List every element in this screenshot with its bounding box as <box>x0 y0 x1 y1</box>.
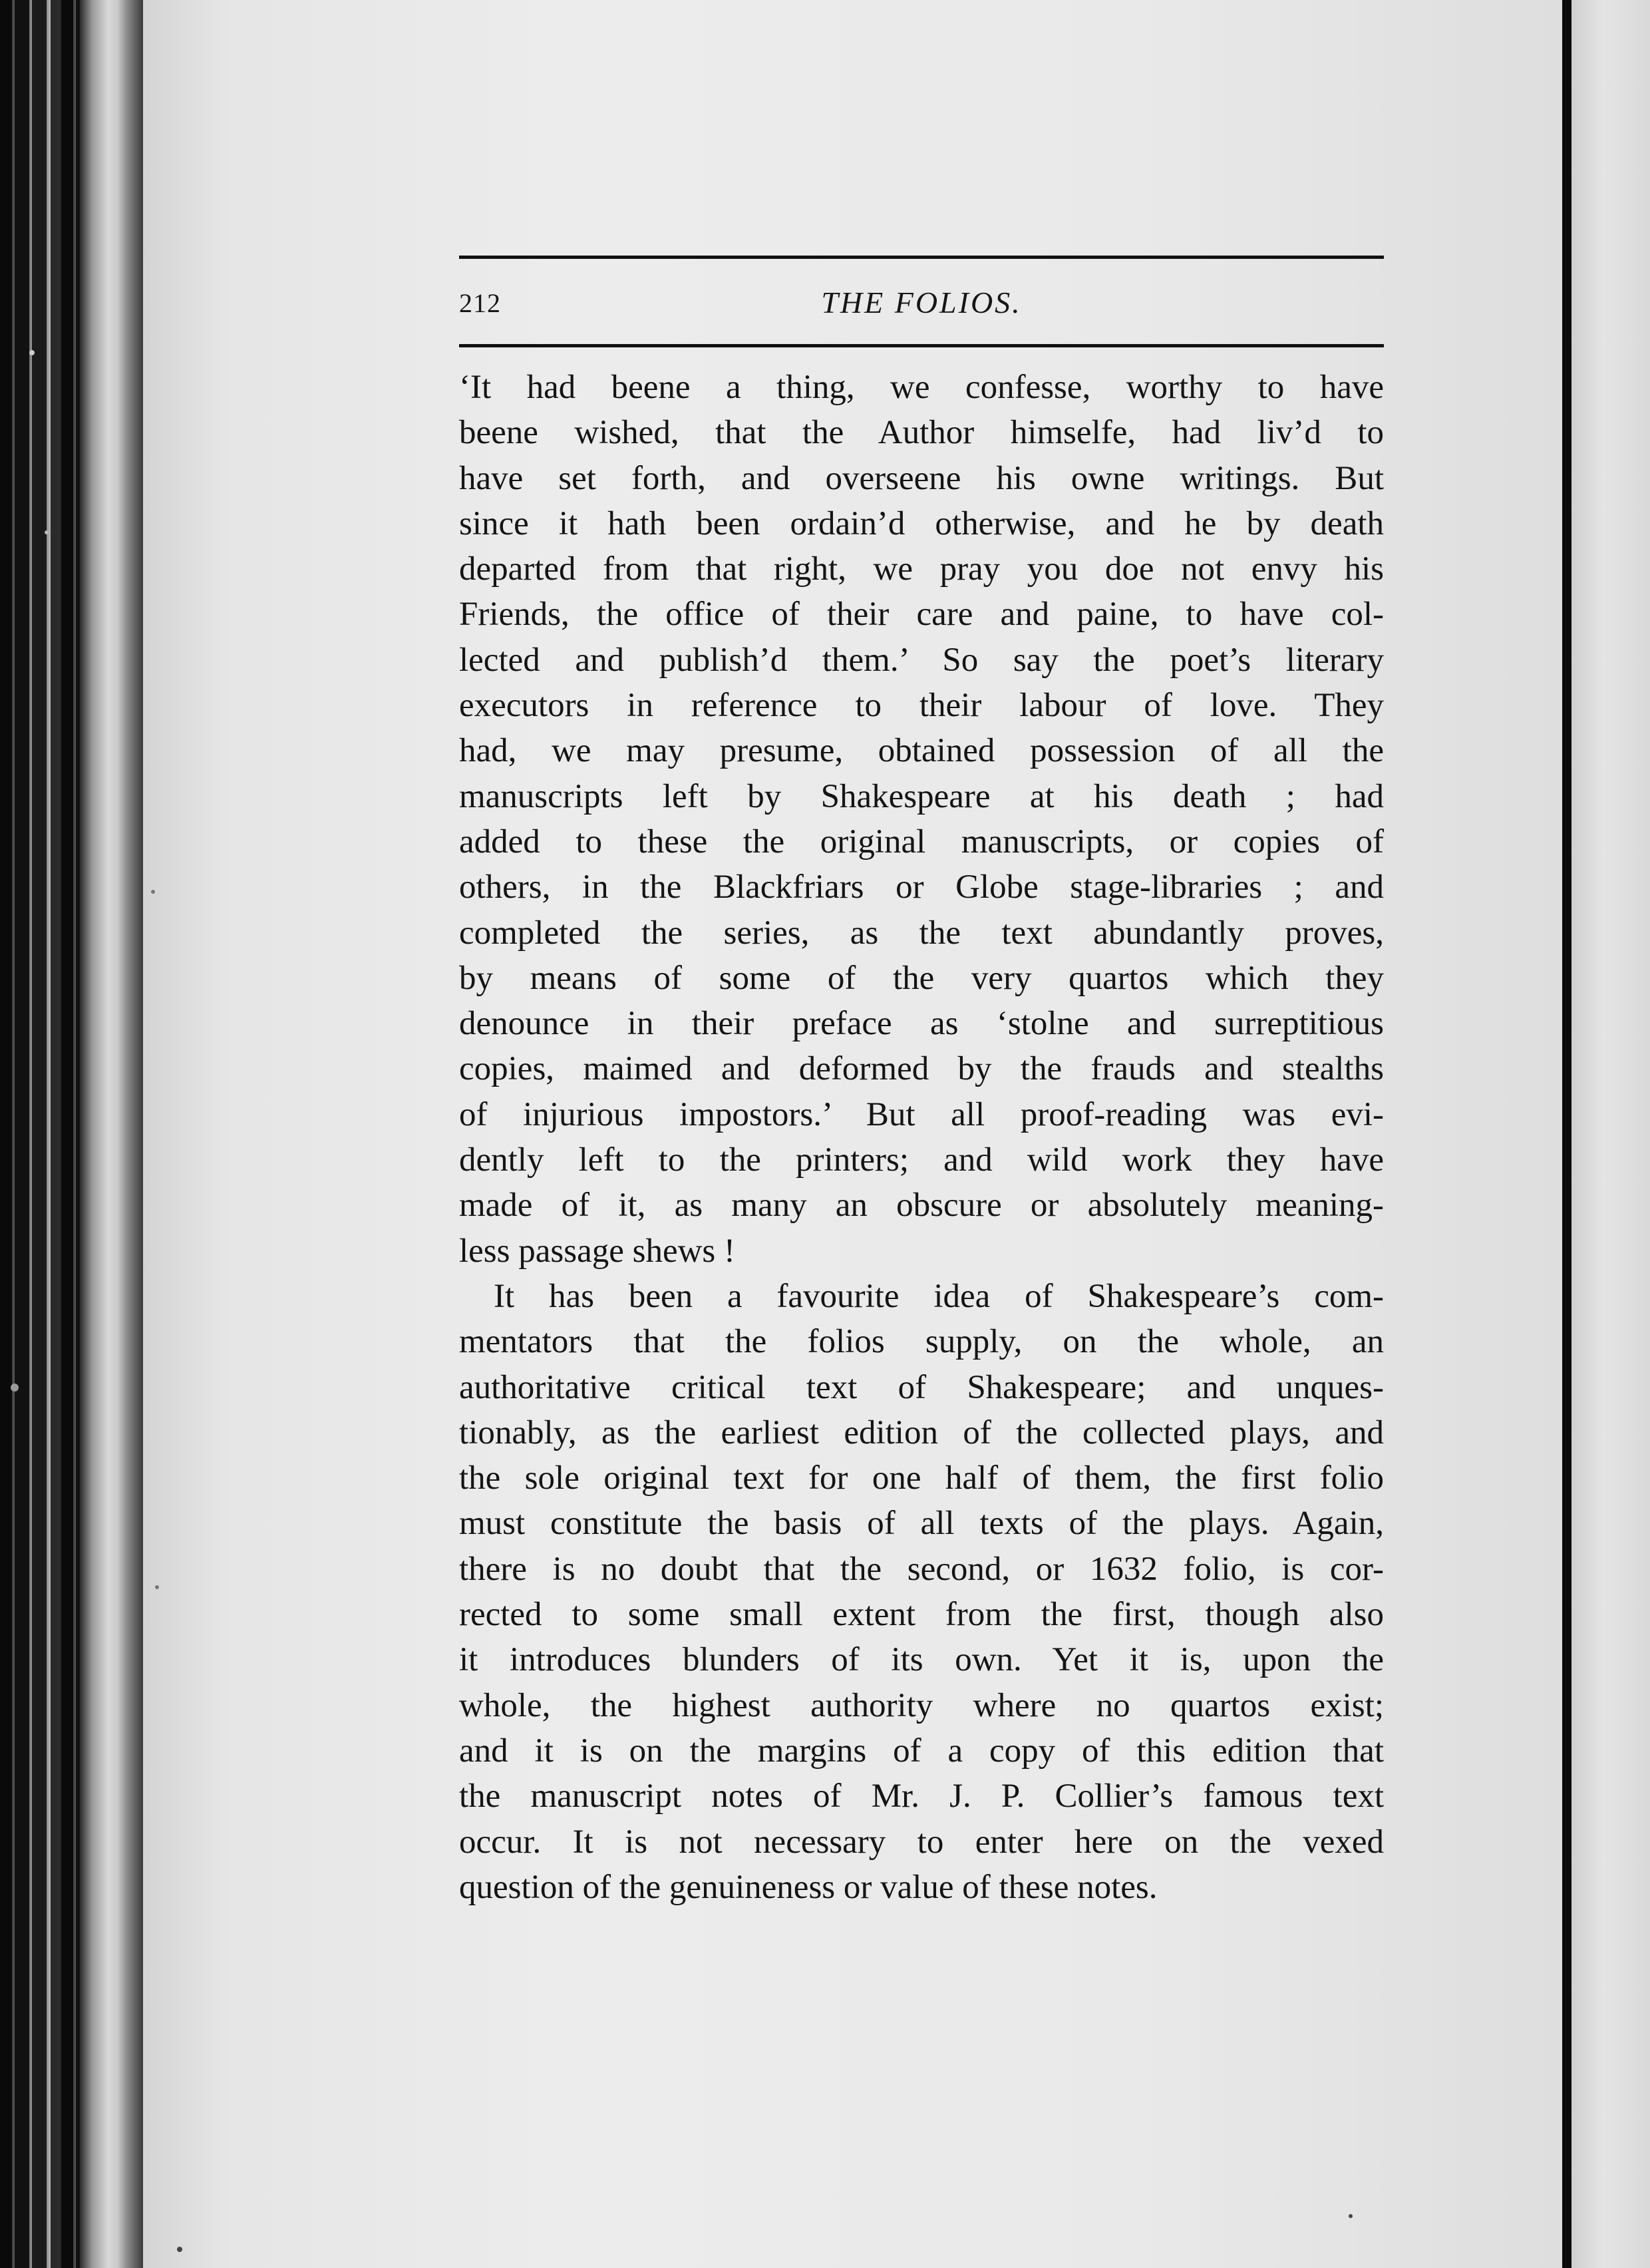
text-line: It has been a favourite idea of Shakespeare’s com- <box>494 1277 1384 1315</box>
text-line: made of it, as many an obscure or absolutely meaning- <box>459 1187 1384 1225</box>
running-head <box>459 280 1384 333</box>
text-line: copies, maimed and deformed by the frauds and stealths <box>459 1050 1384 1088</box>
text-line: lected and publish’d them.’ So say the poet’s literary <box>459 641 1384 679</box>
text-line: less passage shews ! <box>459 1232 735 1270</box>
text-line: and it is on the margins of a copy of this edition that <box>459 1732 1384 1770</box>
text-line: denounce in their preface as ‘stolne and surreptitious <box>459 1005 1384 1043</box>
text-line: occur. It is not necessary to enter here on the vexed <box>459 1823 1384 1861</box>
text-line: have set forth, and overseene his owne writings. But <box>459 459 1384 497</box>
text-line: since it hath been ordain’d otherwise, and he by death <box>459 504 1384 542</box>
facing-page-margin <box>1571 0 1650 2268</box>
text-line: whole, the highest authority where no quartos exist; <box>459 1686 1384 1724</box>
text-line: the sole original text for one half of them, the first folio <box>459 1459 1384 1497</box>
text-line: it introduces blunders of its own. Yet it is, upon the <box>459 1641 1384 1679</box>
text-line: Friends, the office of their care and paine, to have col- <box>459 596 1384 634</box>
text-line: by means of some of the very quartos which they <box>459 959 1384 997</box>
text-line: there is no doubt that the second, or 1632 folio, is cor- <box>459 1550 1384 1588</box>
text-line: tionably, as the earliest edition of the collected plays, and <box>459 1414 1384 1451</box>
text-line: added to these the original manuscripts, or copies of <box>459 823 1384 860</box>
text-line: ‘It had beene a thing, we confesse, worthy to have <box>459 369 1384 406</box>
text-line: mentators that the folios supply, on the whole, an <box>459 1323 1384 1361</box>
text-line: dently left to the printers; and wild work they have <box>459 1141 1384 1179</box>
text-line: departed from that right, we pray you doe not envy his <box>459 550 1384 588</box>
page-number: 212 <box>459 288 501 318</box>
body-text <box>459 365 1384 1910</box>
running-title: THE FOLIOS. <box>821 285 1022 319</box>
header-rule-top <box>459 256 1384 259</box>
text-line: question of the genuineness or value of these notes. <box>459 1868 1158 1906</box>
text-line: manuscripts left by Shakespeare at his death ; had <box>459 777 1384 815</box>
text-line: had, we may presume, obtained possession of all the <box>459 732 1384 770</box>
text-line: completed the series, as the text abundantly proves, <box>459 914 1384 952</box>
text-line: authoritative critical text of Shakespeare; and unques- <box>459 1368 1384 1406</box>
page-edge <box>1562 0 1571 2268</box>
text-line: the manuscript notes of Mr. J. P. Collier’s famous text <box>459 1778 1384 1815</box>
text-line: of injurious impostors.’ But all proof-reading was evi- <box>459 1095 1384 1133</box>
header-rule-bottom <box>459 344 1384 347</box>
text-line: others, in the Blackfriars or Globe stage-libraries ; and <box>459 868 1384 906</box>
gutter-highlight <box>80 0 143 2268</box>
text-line: executors in reference to their labour of love. They <box>459 687 1384 725</box>
text-line: rected to some small extent from the first, though also <box>459 1596 1384 1634</box>
text-line: must constitute the basis of all texts of the plays. Again, <box>459 1505 1384 1543</box>
text-line: beene wished, that the Author himselfe, had liv’d to <box>459 414 1384 452</box>
